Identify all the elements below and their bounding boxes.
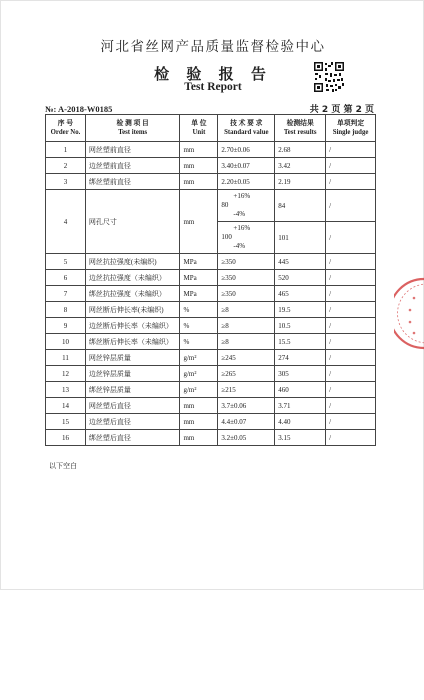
table-row: 8 网丝断后伸长率(未编织) % ≥8 19.5 / xyxy=(46,302,376,318)
table-row: 6 边丝抗拉强度（未编织） MPa ≥350 520 / xyxy=(46,270,376,286)
table-row: 10 绑丝断后伸长率（未编织） % ≥8 15.5 / xyxy=(46,334,376,350)
table-row: 3 绑丝塑前直径 mm 2.20±0.05 2.19 / xyxy=(46,174,376,190)
table-row: 13 绑丝锌层质量 g/m² ≥215 460 / xyxy=(46,382,376,398)
table-row: 5 网丝抗拉强度(未编织) MPa ≥350 445 / xyxy=(46,254,376,270)
report-title-cn: 检 验 报 告 xyxy=(154,65,272,83)
table-row: 9 边丝断后伸长率（未编织） % ≥8 10.5 / xyxy=(46,318,376,334)
table-row: 12 边丝锌层质量 g/m² ≥265 305 / xyxy=(46,366,376,382)
mesh-std-2: +16% 100 -4% xyxy=(218,222,275,254)
table-row: 11 网丝锌层质量 g/m² ≥245 274 / xyxy=(46,350,376,366)
blank-note: 以下空白 xyxy=(49,462,77,470)
col-judge: 单项判定 Single judge xyxy=(326,115,376,142)
table-row: 2 边丝塑前直径 mm 3.40±0.07 3.42 / xyxy=(46,158,376,174)
table-row: +16% 100 -4% 101 / xyxy=(46,222,376,254)
table-row: 4 网孔尺寸 mm +16% 80 -4% 84 / xyxy=(46,190,376,222)
table-row: 15 边丝塑后直径 mm 4.4±0.07 4.40 / xyxy=(46,414,376,430)
page-info: 共 2 页 第 2 页 xyxy=(309,105,374,115)
results-table xyxy=(45,114,376,446)
table-header-row xyxy=(46,115,376,142)
table-row: 1 网丝塑前直径 mm 2.70±0.06 2.68 / xyxy=(46,142,376,158)
col-items: 检 测 项 目 Test items xyxy=(85,115,180,142)
org-title: 河北省丝网产品质量监督检验中心 xyxy=(100,39,326,55)
col-standard: 技 术 要 求 Standard value xyxy=(218,115,275,142)
col-unit: 单 位 Unit xyxy=(180,115,218,142)
seal-stamp xyxy=(394,276,424,351)
report-title-en: Test Report xyxy=(184,81,242,93)
document-number: №: A-2018-W0185 xyxy=(45,104,113,114)
col-result: 检测结果 Test results xyxy=(275,115,326,142)
table-row: 7 绑丝抗拉强度（未编织） MPa ≥350 465 / xyxy=(46,286,376,302)
col-order: 序 号 Order No. xyxy=(46,115,86,142)
mesh-std-1: +16% 80 -4% xyxy=(218,190,275,222)
table-row: 14 网丝塑后直径 mm 3.7±0.06 3.71 / xyxy=(46,398,376,414)
table-row: 16 绑丝塑后直径 mm 3.2±0.05 3.15 / xyxy=(46,430,376,446)
qr-code-icon xyxy=(313,61,345,93)
